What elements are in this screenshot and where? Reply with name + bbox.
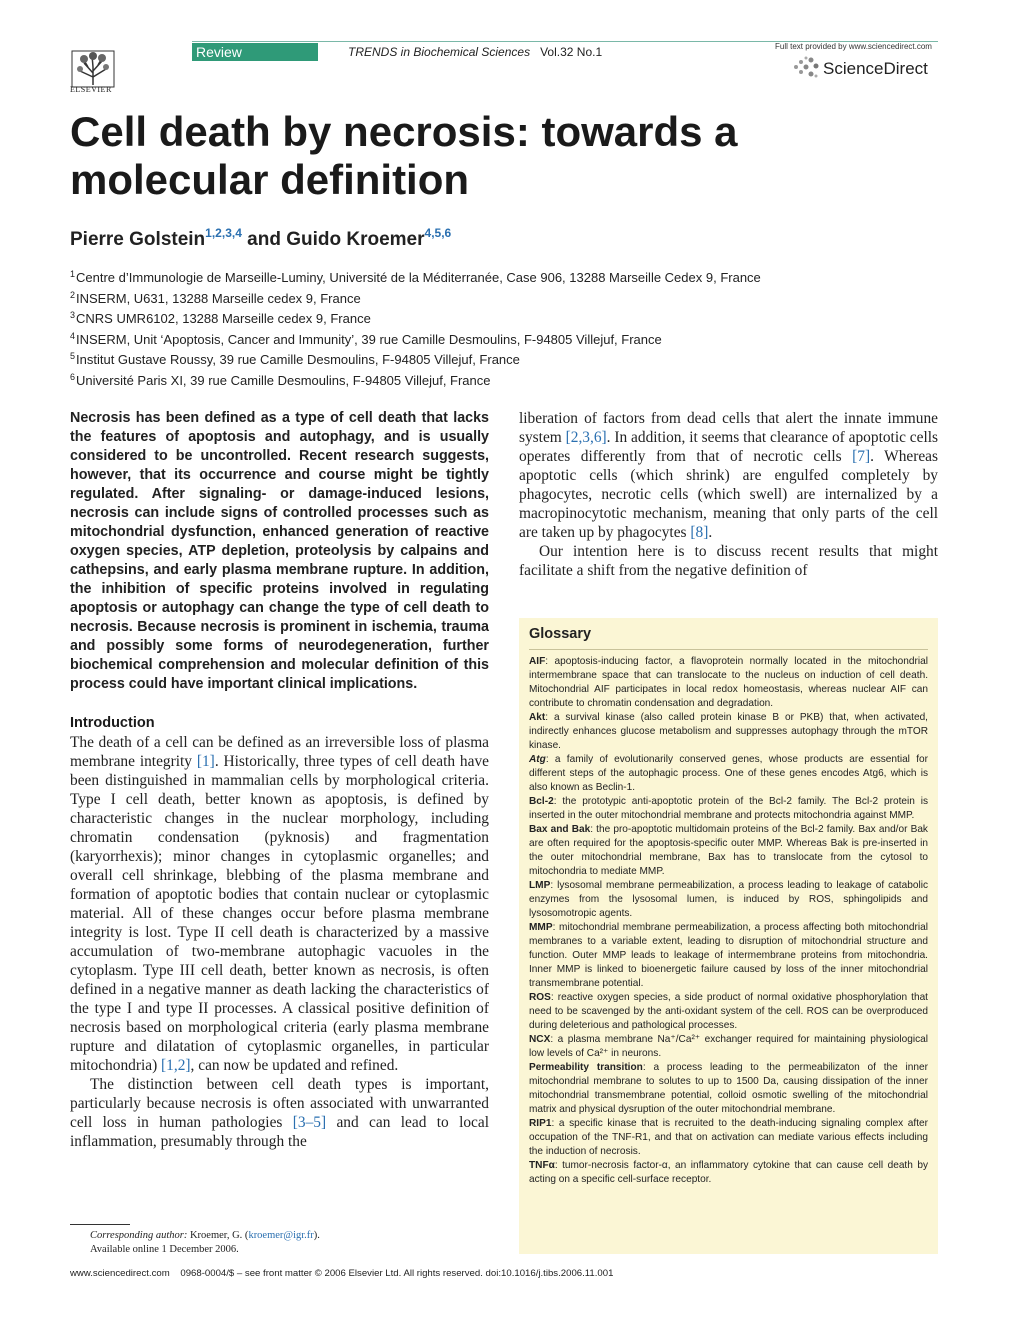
available-online: Available online 1 December 2006. (90, 1244, 239, 1255)
text-run: The death of a cell can be defined as an irreversible loss of plasma membrane integrity (70, 734, 489, 770)
citation-link[interactable]: [7] (852, 448, 871, 465)
glossary-title: Glossary (529, 626, 592, 642)
glossary-entry (529, 711, 928, 753)
journal-line (348, 45, 602, 59)
text-run: , can now be updated and refined. (190, 1057, 399, 1074)
left-column (70, 409, 489, 1151)
affiliation-text: INSERM, Unit ‘Apoptosis, Cancer and Immunity’, 39 rue Camille Desmoulins, F-94805 Villejuf, France (76, 331, 662, 347)
text-run: The distinction between cell death types is important, particularly because necrosis is often associated with unwarranted cell loss in human pathologies (70, 1076, 489, 1131)
author-2: Guido Kroemer (286, 229, 425, 250)
glossary-term: RIP1 (529, 1118, 552, 1129)
affiliation-number: 4 (70, 330, 76, 341)
affiliation (70, 287, 761, 308)
affiliation (70, 266, 761, 287)
affiliation-text: Centre d’Immunologie de Marseille-Luminy, Université de la Méditerranée, Case 906, 13288 Marseille Cedex 9, France (76, 270, 761, 285)
affiliation (70, 369, 761, 390)
journal-name: TRENDS in Biochemical Sciences (348, 45, 531, 59)
glossary-entry (529, 1033, 928, 1061)
glossary-entry (529, 879, 928, 921)
glossary-term: Akt (529, 712, 546, 723)
text-run: and can lead to local inflammation, presumably through the (70, 1114, 489, 1150)
authors (70, 226, 451, 251)
intro-paragraph-1 (70, 733, 489, 1075)
footer-site-link[interactable]: www.sciencedirect.com (70, 1268, 170, 1279)
glossary-definition: : a survival kinase (also called protein kinase B or PKB) that, when activated, indirectly enhances glucose metabolism and suppresses autophagy through the mTOR kinase. (529, 712, 928, 751)
citation-link[interactable]: [8] (690, 524, 709, 541)
introduction-heading: Introduction (70, 715, 155, 731)
glossary-entry (529, 1159, 928, 1187)
page-footer (70, 1268, 613, 1279)
author-2-affil: 4,5,6 (424, 226, 452, 240)
affiliation-text: Institut Gustave Roussy, 39 rue Camille Desmoulins, F-94805 Villejuf, France (76, 352, 520, 367)
affiliation-number: 6 (70, 371, 76, 382)
article-title: Cell death by necrosis: towards a molecular definition (70, 108, 738, 203)
doi-link[interactable]: 10.1016/j.tibs.2006.11.001 (501, 1268, 614, 1279)
affiliation-number: 2 (70, 289, 76, 300)
text-run: liberation of factors from dead cells that alert the innate immune system (519, 410, 938, 446)
affiliation-text: INSERM, U631, 13288 Marseille cedex 9, France (76, 290, 361, 306)
affiliation-number: 1 (70, 269, 76, 279)
glossary-definition: : mitochondrial membrane permeabilization, a process affecting both mitochondrial membranes to a variable extent, leading to disruption of mitochondrial structure and function. Outer MMP leads to leakage of intermembrane proteins from mitochondria. Inner MMP is linked to bioenergetic failure caused by loss of the inner mitochondrial transmembrane potential. (529, 922, 928, 989)
glossary-definition: : reactive oxygen species, a side product of normal oxidative phosphorylation that need to be scavenged by the anti-oxidant system of the cell. ROS can be overproduced during deleterious and pathological processes. (529, 992, 928, 1031)
text-run: . Whereas apoptotic cells (which shrink) are engulfed completely by phagocytes, necrotic cells (which swell) are internalized by a macropinocytotic mechanism, meaning that only parts of the cell are taken up by phagocytes (519, 448, 938, 541)
author-and: and (241, 229, 287, 250)
author-1: Pierre Golstein (70, 229, 206, 250)
glossary-definition: : a specific kinase that is recruited to the death-inducing signaling complex after occupation of the TNF-R1, and that on activation can mediate various effects including the induction of necrosis. (529, 1118, 928, 1157)
glossary-definition: : lysosomal membrane permeabilization, a process leading to leakage of catabolic enzymes from the lysosomal lumen, is induced by ROS, sphingolipids and lysosomotropic agents. (529, 880, 928, 919)
right-paragraph-1 (519, 409, 938, 542)
glossary-definition: : a family of evolutionarily conserved genes, whose products are essential for different steps of the autophagic process. One of these genes encodes Atg6, which is also known as Beclin-1. (529, 754, 928, 793)
email-link[interactable]: kroemer@igr.fr (248, 1230, 314, 1241)
citation-link[interactable]: [2,3,6] (565, 429, 607, 446)
affiliation (70, 307, 761, 328)
citation-link[interactable]: [1] (196, 753, 215, 770)
glossary-definition: : tumor-necrosis factor-α, an inflammatory cytokine that can cause cell death by acting on a specific cell-surface receptor. (529, 1160, 928, 1185)
text-run: . In addition, it seems that clearance of apoptotic cells operates differently from that of necrotic cells (519, 429, 938, 465)
glossary-definition: : a process leading to the permeabilizaton of the inner mitochondrial membrane to solutes to up to 1500 Da, causing dissipation of the inner mitochondrial transmembrane potential, colloid osmotic swelling of the mitochondrial matrix and physical dysruption of the outer mitochondrial membrane. (529, 1062, 928, 1115)
intro-paragraph-2 (70, 1075, 489, 1151)
text-run: . (708, 524, 713, 541)
affiliation-number: 5 (70, 351, 76, 361)
glossary-entry (529, 921, 928, 991)
glossary-entry (529, 1117, 928, 1159)
glossary-entry (529, 1061, 928, 1117)
glossary-entry (529, 655, 928, 711)
glossary-term: AIF (529, 656, 546, 667)
right-column (519, 409, 938, 580)
glossary-entry (529, 991, 928, 1033)
glossary-entry (529, 753, 928, 795)
glossary-term: Bax and Bak (529, 824, 591, 835)
glossary-definition: : the prototypic anti-apoptotic protein of the Bcl-2 family. The Bcl-2 protein is inserted in the outer mitochondrial membrane and protects mitochondria against MMP. (529, 796, 928, 821)
glossary-box (519, 618, 938, 1254)
glossary-entry (529, 795, 928, 823)
sciencedirect-label: ScienceDirect (823, 59, 928, 78)
affiliation (70, 328, 761, 349)
glossary-term: Atg (529, 754, 546, 765)
glossary-term: Bcl-2 (529, 796, 554, 807)
journal-volume: Vol.32 No.1 (540, 45, 603, 59)
corresponding-label: Corresponding author: (90, 1230, 188, 1241)
affiliations (70, 266, 761, 389)
affiliation (70, 348, 761, 369)
glossary-term: LMP (529, 880, 551, 891)
glossary-term: ROS (529, 992, 551, 1003)
glossary-entry (529, 823, 928, 879)
glossary-definition: : the pro-apoptotic multidomain proteins of the Bcl-2 family. Bax and/or Bak are often required for the apoptosis-specific outer MMP. Whereas Bak is pre-inserted in the outer mitochondrial membrane, Bax has to translocate from the cytosol to mitochondria to mediate MMP. (529, 824, 928, 877)
fulltext-note: Full text provided by www.sciencedirect.com (775, 42, 932, 51)
affiliation-number: 3 (70, 310, 76, 320)
corresponding-author (90, 1230, 320, 1241)
footnote-rule (70, 1224, 130, 1225)
elsevier-label: ELSEVIER (70, 85, 112, 94)
footer-issn: 0968-0004/$ – see front matter © 2006 Elsevier Ltd. All rights reserved. doi: (180, 1268, 502, 1279)
review-tab: Review (192, 43, 318, 61)
glossary-definition: : a plasma membrane Na⁺/Ca²⁺ exchanger required for maintaining physiological low levels of Ca²⁺ in neurons. (529, 1034, 928, 1059)
text-run: . Historically, three types of cell death have been distinguished in mammalian cells by morphological criteria. Type I cell death, better known as apoptosis, is defined by characteristic changes in the nuclear morphology, including chromatin condensation (pyknosis) and fragmentation (karyorrhexis); minor changes in cytoplasmic organelles; and overall cell shrinkage, blebbing of the plasma membrane and formation of apoptotic bodies that contain nuclear or cytoplasmic material. All of these changes occur before plasma membrane integrity is lost. Type II cell death is characterized by a massive accumulation of two-membrane autophagic vacuoles in the cytoplasm. Type III cell death, better known as necrosis, is often defined in a negative manner as death lacking the characteristics of the type I and type II processes. A classical positive definition of necrosis based on morphological criteria (early plasma membrane rupture and dilatation of cytoplasmic organelles, in particular mitochondria) (70, 753, 489, 1074)
glossary-term: TNFα (529, 1160, 555, 1171)
citation-link[interactable]: [1,2] (161, 1057, 191, 1074)
affiliation-text: CNRS UMR6102, 13288 Marseille cedex 9, France (76, 311, 371, 326)
glossary-term: MMP (529, 922, 553, 933)
author-1-affil: 1,2,3,4 (205, 226, 242, 240)
glossary-term: NCX (529, 1034, 551, 1045)
corresponding-name: Kroemer, G. ( (187, 1230, 249, 1241)
right-paragraph-2: Our intention here is to discuss recent results that might facilitate a shift from the negative definition of (519, 543, 938, 579)
abstract: Necrosis has been defined as a type of cell death that lacks the features of apoptosis and autophagy, and is usually considered to be uncontrolled. Recent research suggests, however, that its occurrence and course might be tightly regulated. After signaling- or damage-induced lesions, necrosis can include signs of controlled processes such as mitochondrial dysfunction, enhanced generation of reactive oxygen species, ATP depletion, proteolysis by calpains and cathepsins, and early plasma membrane rupture. In addition, the inhibition of specific proteins involved in regulating apoptosis or autophagy can change the type of cell death to necrosis. Because necrosis is prominent in ischemia, trauma and possibly some forms of neurodegeneration, further biochemical comprehension and molecular definition of this process could have important clinical implications. (70, 410, 489, 692)
affiliation-text: Université Paris XI, 39 rue Camille Desmoulins, F-94805 Villejuf, France (76, 372, 491, 388)
glossary-divider (529, 649, 928, 650)
text-run: ). (313, 1230, 320, 1241)
citation-link[interactable]: [3–5] (292, 1114, 327, 1131)
glossary-term: Permeability transition (529, 1062, 643, 1073)
glossary-definition: : apoptosis-inducing factor, a flavoprotein normally located in the mitochondrial intermembrane space that can translocate to the nucleus on induction of cell death. Mitochondrial AIF participates in local redox homeostasis, whereas nuclear AIF can contribute to chromatin condensation and degradation. (529, 656, 928, 709)
